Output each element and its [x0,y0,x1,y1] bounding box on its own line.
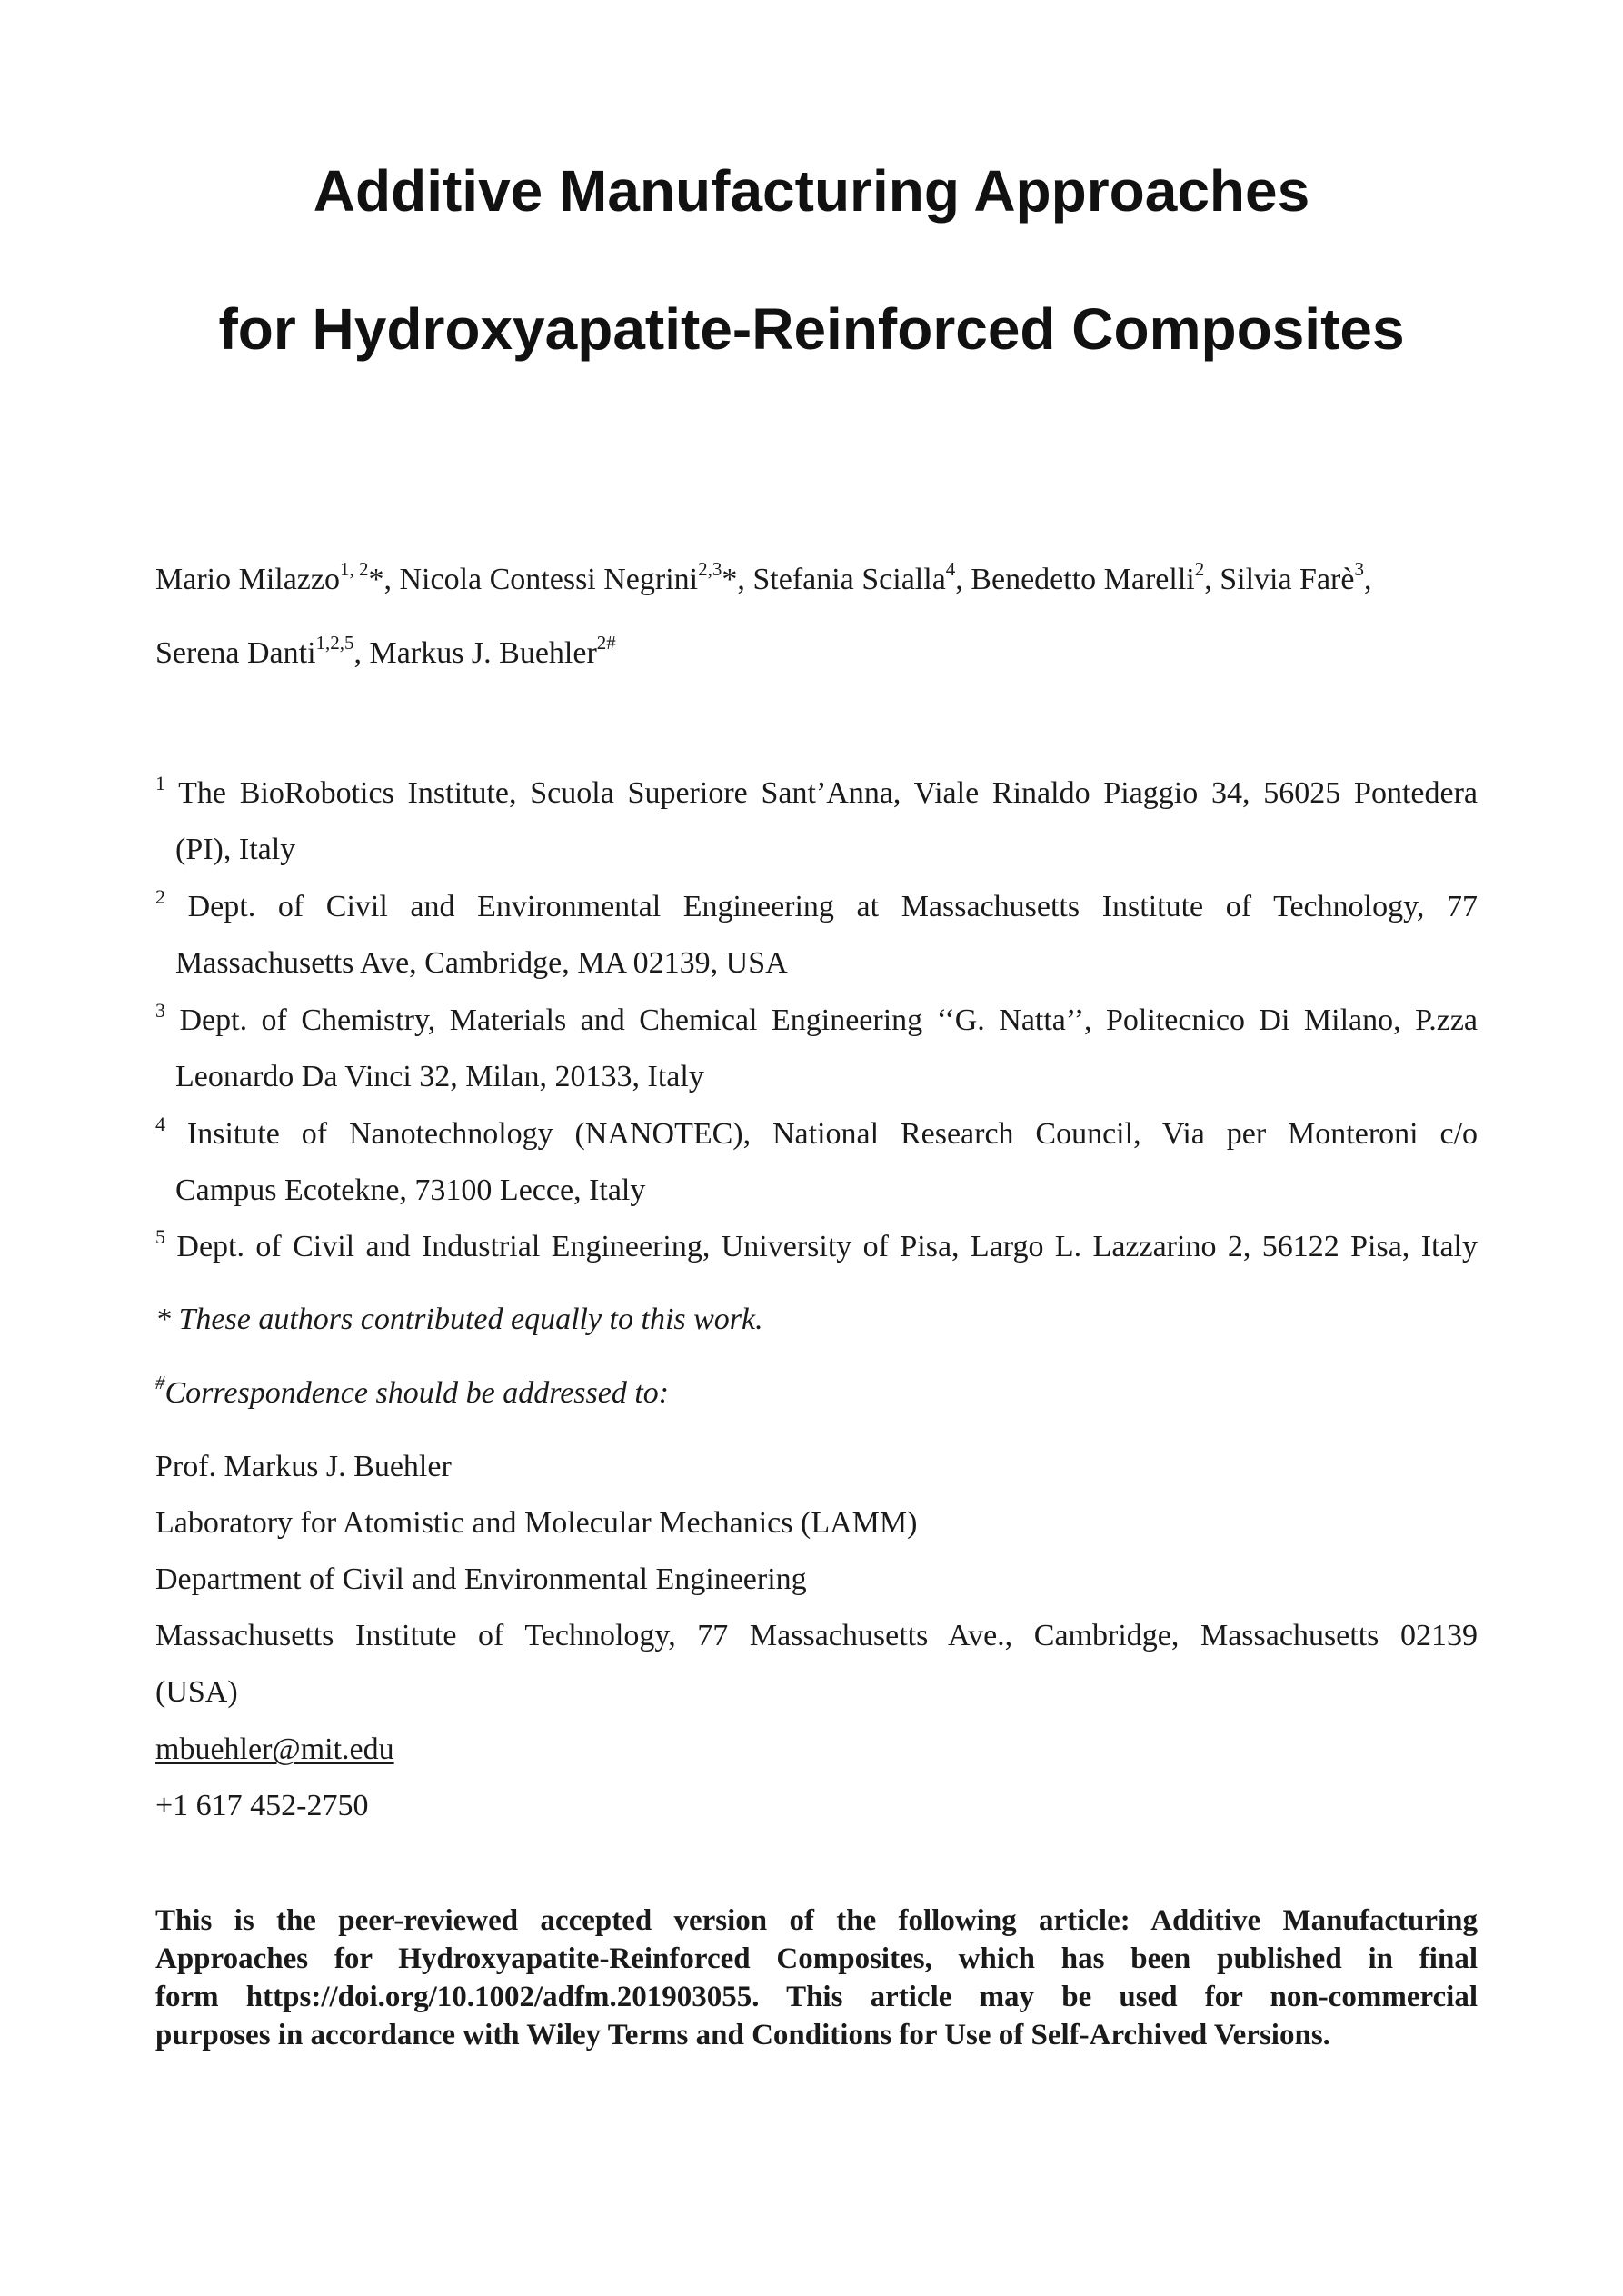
author-affiliation-sup: 1, 2 [340,557,369,580]
author-name: Markus J. Buehler [369,636,597,670]
affiliation-2-line-2: Massachusetts Ave, Cambridge, MA 02139, USA [175,946,788,980]
affiliation-text: Dept. of Chemistry, Materials and Chemical Engineering ‘‘G. Natta’’, Politecnico Di Milano, P.zza [179,1003,1479,1037]
author-mark: * [722,563,738,596]
affiliation-number: 4 [155,1112,165,1135]
affiliation-text: The BioRobotics Institute, Scuola Superiore Sant’Anna, Viale Rinaldo Piaggio 34, 56025 Pontedera [178,776,1478,810]
affiliation-number: 5 [155,1224,165,1248]
notice-line: form https://doi.org/10.1002/adfm.201903055. This article may be used for non-commercial [155,1981,1478,2013]
author-name: Silvia Farè [1220,563,1355,596]
author-affiliation-sup: 1,2,5 [315,631,354,654]
notice-line: This is the peer-reviewed accepted version of the following article: Additive Manufacturing [155,1904,1478,1937]
author-affiliation-sup: 2 [1194,557,1205,580]
affiliation-3-line-1 [155,998,1479,1039]
notice-line: purposes in accordance with Wiley Terms and Conditions for Use of Self-Archived Versions. [155,2019,1330,2051]
affiliation-number: 3 [155,998,165,1022]
notice-line: Approaches for Hydroxyapatite-Reinforced Composites, which has been published in final [155,1942,1478,1975]
author-affiliation-sup: 4 [945,557,956,580]
affiliation-5-line-1 [155,1224,1478,1265]
correspondence-address-line-1: Massachusetts Institute of Technology, 77 Massachusetts Ave., Cambridge, Massachusetts 02139 [155,1619,1478,1652]
affiliation-number: 1 [155,771,165,794]
affiliation-2-line-1 [155,884,1479,925]
author-name: Serena Danti [155,636,316,670]
author-affiliation-sup: 2# [596,631,616,654]
affiliation-text: Insitute of Nanotechnology (NANOTEC), National Research Council, Via per Monteroni c/o [186,1117,1479,1151]
affiliation-3-line-2: Leonardo Da Vinci 32, Milan, 20133, Italy [175,1060,704,1093]
author-affiliation-sup: 3 [1354,557,1364,580]
author-name: Stefania Scialla [752,563,946,596]
correspondence-address-line-2: (USA) [155,1675,238,1709]
affiliation-1-line-2: (PI), Italy [175,833,296,866]
author-name: Nicola Contessi Negrini [399,563,699,596]
affiliation-1-line-1 [155,771,1478,812]
author-name: Mario Milazzo [155,563,340,596]
affiliation-4-line-2: Campus Ecotekne, 73100 Lecce, Italy [175,1173,646,1207]
affiliation-4-line-1 [155,1112,1479,1153]
correspondence-mark: # [155,1371,165,1393]
author-list-line-2: Serena Danti$^{1,2,5}$, Markus J. Buehler$^{2\#}$ [155,631,616,670]
affiliation-text: Dept. of Civil and Environmental Engineering at Massachusetts Institute of Technology, 77 [187,890,1479,923]
paper-title-line-1: Additive Manufacturing Approaches [313,158,1310,224]
author-affiliation-sup: 2,3 [698,557,722,580]
correspondence-name: Prof. Markus J. Buehler [155,1450,452,1483]
author-name: Benedetto Marelli [971,563,1195,596]
correspondence-note [155,1371,670,1412]
correspondence-email-link[interactable]: mbuehler@mit.edu [155,1732,394,1766]
paper-title-line-2: for Hydroxyapatite-Reinforced Composites [218,296,1405,362]
equal-contribution-note: * These authors contributed equally to this work. [155,1303,763,1336]
correspondence-lab: Laboratory for Atomistic and Molecular Mechanics (LAMM) [155,1506,918,1540]
affiliation-text: Dept. of Civil and Industrial Engineering, University of Pisa, Largo L. Lazzarino 2, 56122 Pisa, Italy [176,1230,1478,1263]
author-mark: * [368,563,384,596]
correspondence-department: Department of Civil and Environmental Engineering [155,1562,807,1596]
correspondence-phone: +1 617 452-2750 [155,1789,369,1822]
author-list-line-1: Mario Milazzo$^{1, 2}$*, Nicola Contessi Negrini$^{2,3}$*, Stefania Scialla$^4$, Benedetto Marelli$^2$, Silvia Farè$^3$, [155,557,1372,596]
correspondence-label: Correspondence should be addressed to: [164,1376,670,1410]
affiliation-number: 2 [155,884,165,908]
accepted-version-notice [155,1902,1478,2054]
